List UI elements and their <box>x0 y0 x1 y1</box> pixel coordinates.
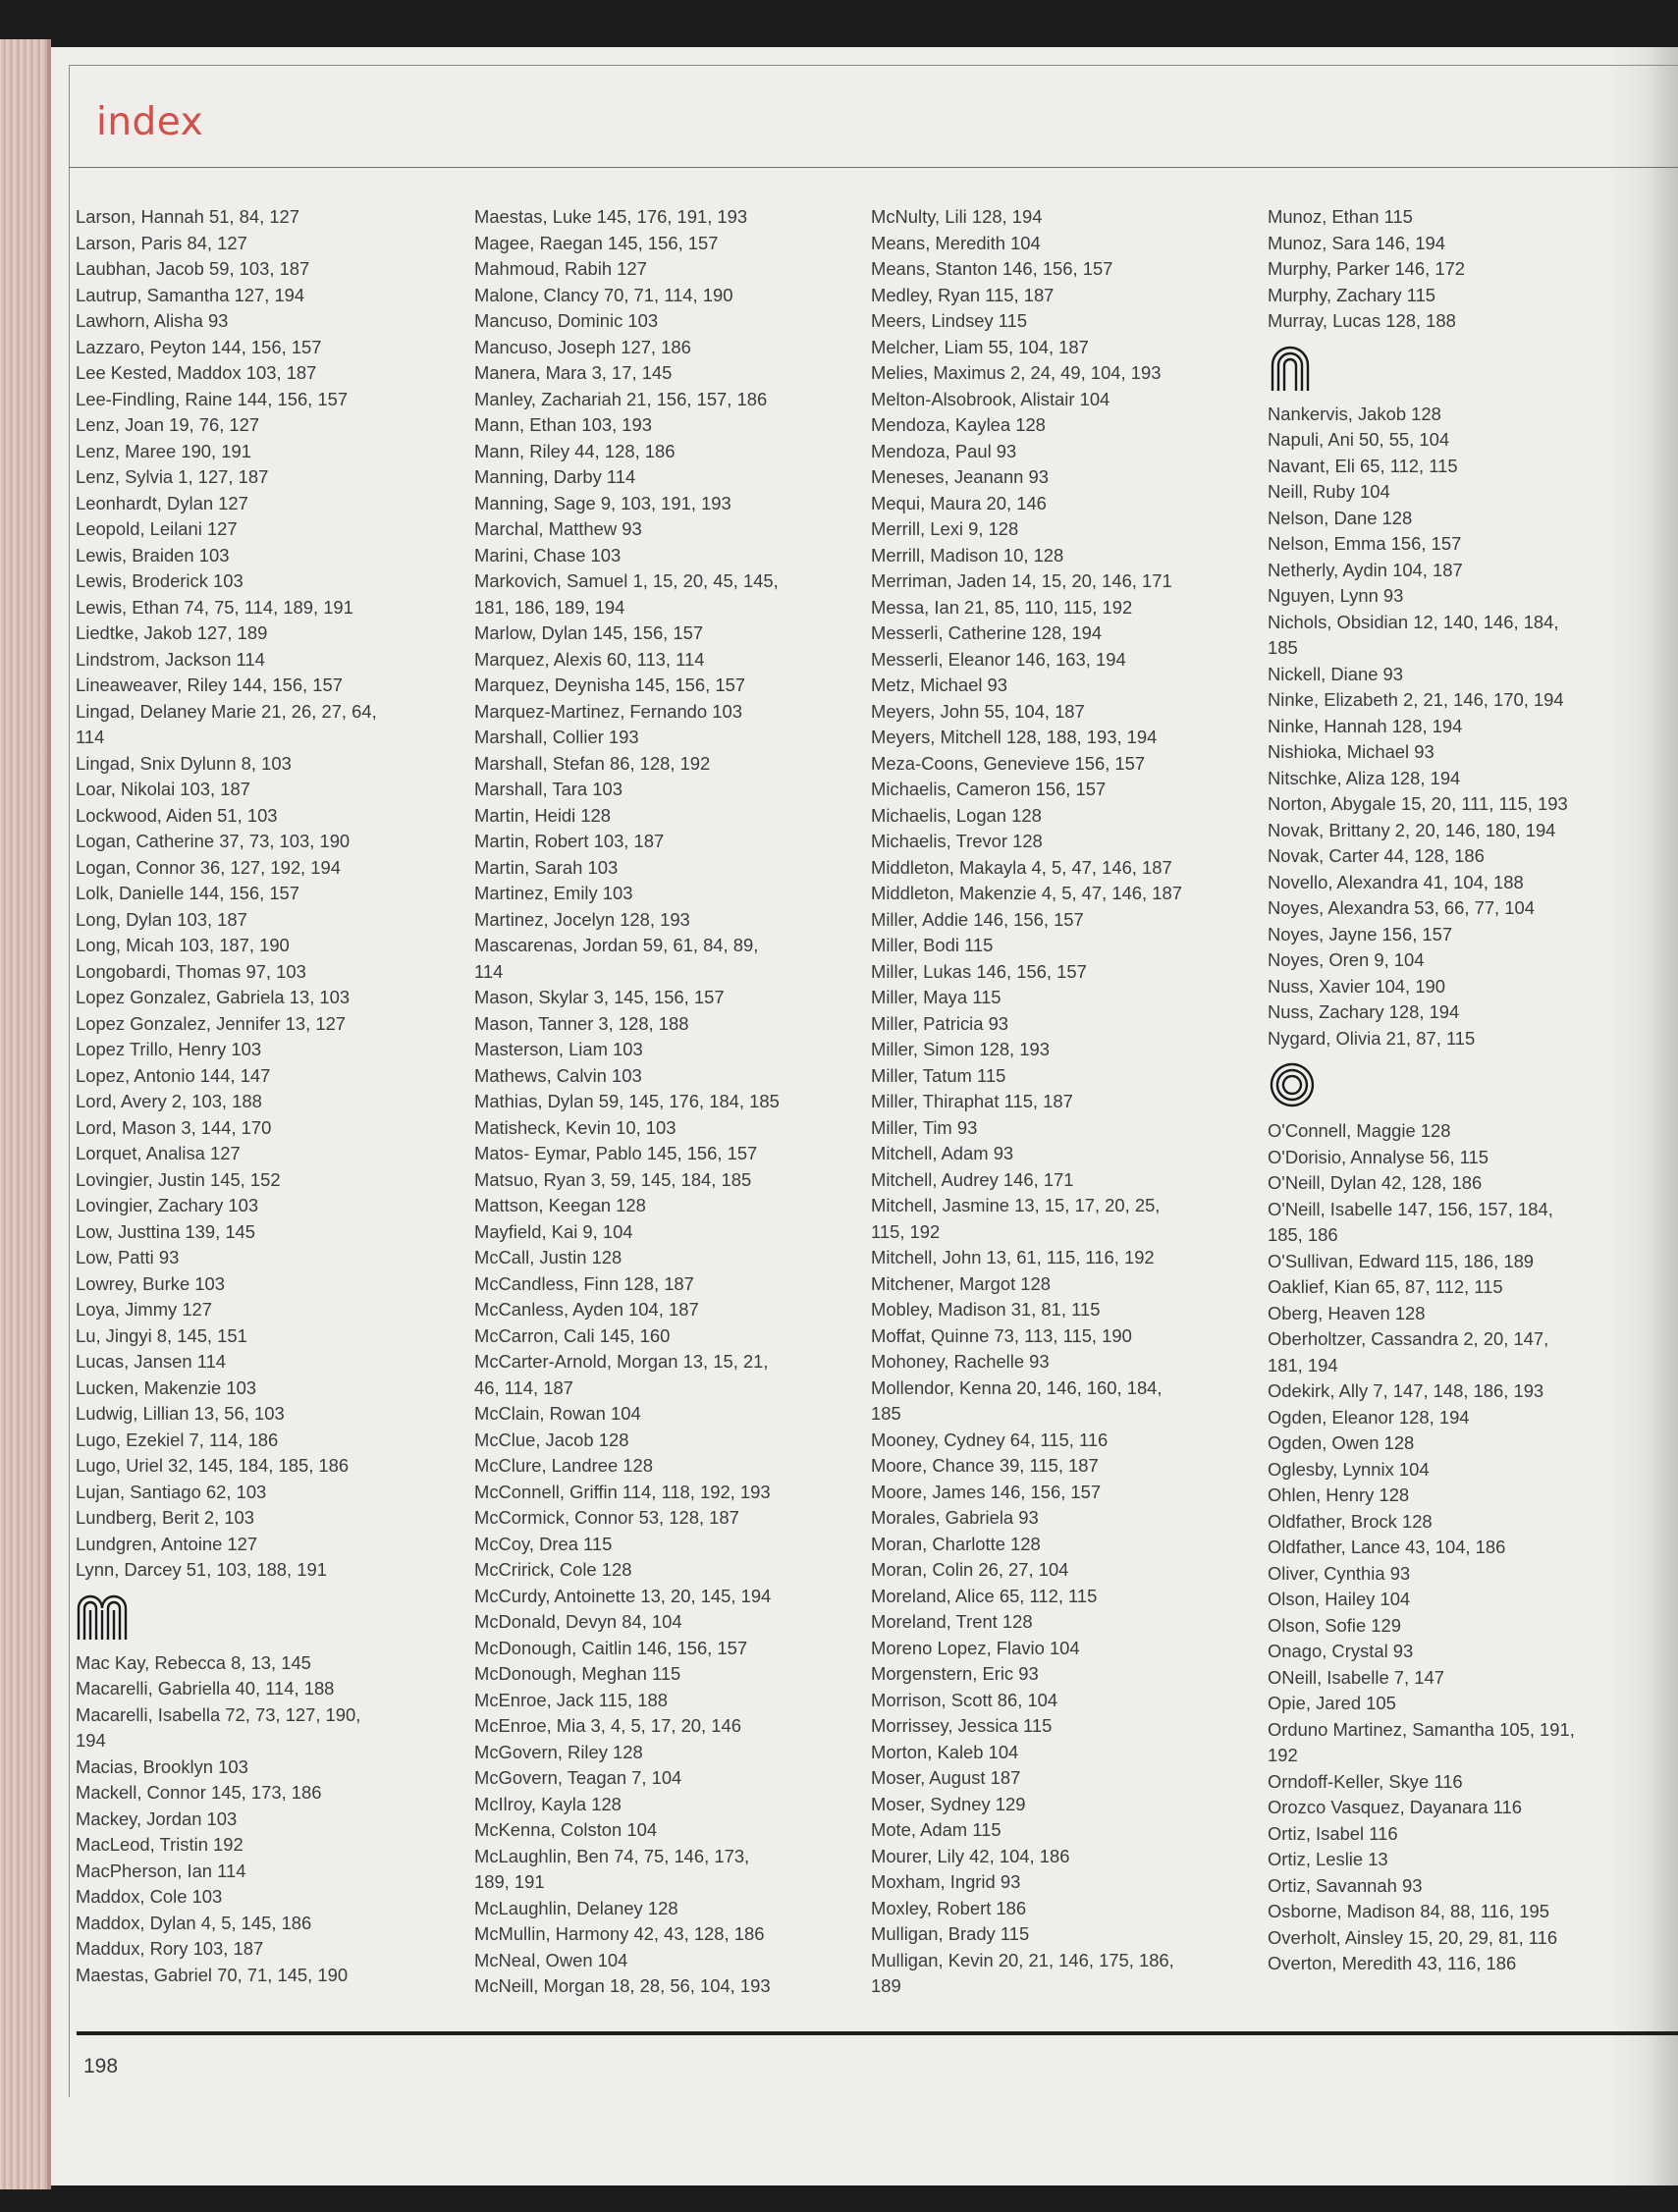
index-entry: Merrill, Madison 10, 128 <box>871 544 1064 566</box>
index-entry: Opie, Jared 105 <box>1268 1693 1396 1713</box>
index-entry: Lineaweaver, Riley 144, 156, 157 <box>76 674 343 695</box>
index-entry: Mitchener, Margot 128 <box>871 1272 1051 1294</box>
index-entry: Meza-Coons, Genevieve 156, 157 <box>871 752 1146 774</box>
index-entry: Melton-Alsobrook, Alistair 104 <box>871 388 1110 409</box>
index-entry: McNeill, Morgan 18, 28, 56, 104, 193 <box>474 1975 771 1996</box>
index-entry: Munoz, Ethan 115 <box>1268 206 1413 227</box>
index-entry: Matsuo, Ryan 3, 59, 145, 184, 185 <box>474 1168 752 1190</box>
index-entry: Ortiz, Leslie 13 <box>1268 1849 1388 1869</box>
index-entry: Lewis, Ethan 74, 75, 114, 189, 191 <box>76 596 353 618</box>
index-entry: Nguyen, Lynn 93 <box>1268 585 1404 606</box>
index-entry: Larson, Hannah 51, 84, 127 <box>76 206 300 227</box>
index-entry: Ortiz, Savannah 93 <box>1268 1874 1423 1896</box>
index-entry: McDonough, Meghan 115 <box>474 1663 681 1684</box>
index-entry: Norton, Abygale 15, 20, 111, 115, 193 <box>1268 793 1568 814</box>
index-entry: Onago, Crystal 93 <box>1268 1641 1414 1661</box>
index-entry: Martin, Robert 103, 187 <box>474 831 665 851</box>
index-entry: Mahmoud, Rabih 127 <box>474 258 647 279</box>
index-entry: Moran, Colin 26, 27, 104 <box>871 1559 1069 1580</box>
index-entry: Marchal, Matthew 93 <box>474 518 642 539</box>
index-entry: Morrissey, Jessica 115 <box>871 1715 1053 1736</box>
index-entry: Middleton, Makenzie 4, 5, 47, 146, 187 <box>871 883 1182 903</box>
index-entry: Olson, Sofie 129 <box>1268 1614 1401 1636</box>
index-entry: Manning, Darby 114 <box>474 466 636 487</box>
index-entry: Loar, Nikolai 103, 187 <box>76 779 250 799</box>
index-entry: Mann, Ethan 103, 193 <box>474 414 652 435</box>
index-entry: Meyers, Mitchell 128, 188, 193, 194 <box>871 727 1158 747</box>
index-entry: Moser, Sydney 129 <box>871 1793 1026 1814</box>
index-entry: Lovingier, Zachary 103 <box>76 1195 259 1215</box>
index-entry: Moore, James 146, 156, 157 <box>871 1481 1102 1502</box>
index-entry: Merriman, Jaden 14, 15, 20, 146, 171 <box>871 570 1172 591</box>
index-entry: Martinez, Emily 103 <box>474 883 633 903</box>
index-entry: Low, Patti 93 <box>76 1247 180 1268</box>
index-entry: Nichols, Obsidian 12, 140, 146, 184, <box>1268 611 1559 632</box>
index-entry: Nelson, Emma 156, 157 <box>1268 533 1462 554</box>
index-entry: McEnroe, Mia 3, 4, 5, 17, 20, 146 <box>474 1715 741 1736</box>
index-entry: O'Sullivan, Edward 115, 186, 189 <box>1268 1250 1535 1271</box>
index-entry: Matisheck, Kevin 10, 103 <box>474 1116 677 1138</box>
index-entry: Lugo, Uriel 32, 145, 184, 185, 186 <box>76 1455 350 1476</box>
index-entry: Morales, Gabriela 93 <box>871 1507 1039 1528</box>
index-entry: Lucken, Makenzie 103 <box>76 1376 257 1398</box>
index-entry: Mascarenas, Jordan 59, 61, 84, 89, <box>474 935 759 955</box>
index-entry: Overton, Meredith 43, 116, 186 <box>1268 1953 1517 1973</box>
index-entry: Moore, Chance 39, 115, 187 <box>871 1455 1099 1476</box>
index-entry: Miller, Simon 128, 193 <box>871 1039 1050 1059</box>
index-entry: Marquez, Alexis 60, 113, 114 <box>474 648 705 670</box>
index-entry: McCall, Justin 128 <box>474 1247 622 1268</box>
index-entry: Miller, Tim 93 <box>871 1116 978 1138</box>
index-entry: Markovich, Samuel 1, 15, 20, 45, 145, <box>474 570 779 591</box>
index-entry: Mathews, Calvin 103 <box>474 1064 642 1086</box>
index-entry: MacPherson, Ian 114 <box>76 1860 246 1881</box>
index-entry: Lucas, Jansen 114 <box>76 1351 227 1372</box>
index-entry: Lovingier, Justin 145, 152 <box>76 1168 281 1190</box>
index-entry: Lundberg, Berit 2, 103 <box>76 1507 254 1528</box>
index-entry: Murray, Lucas 128, 188 <box>1268 310 1456 331</box>
index-entry: Martinez, Jocelyn 128, 193 <box>474 908 690 930</box>
index-entry: Liedtke, Jakob 127, 189 <box>76 622 268 643</box>
index-entry: Lindstrom, Jackson 114 <box>76 648 265 670</box>
index-entry: Moxham, Ingrid 93 <box>871 1871 1021 1892</box>
index-entry: Logan, Connor 36, 127, 192, 194 <box>76 856 341 878</box>
index-entry: 46, 114, 187 <box>474 1376 573 1398</box>
index-entry: Miller, Patricia 93 <box>871 1012 1009 1034</box>
index-entry: Lewis, Broderick 103 <box>76 570 244 591</box>
index-entry: Macarelli, Gabriella 40, 114, 188 <box>76 1678 335 1699</box>
index-entry: McClure, Landree 128 <box>474 1455 653 1476</box>
index-entry: Mulligan, Brady 115 <box>871 1923 1030 1944</box>
frame-top-rule <box>69 65 1678 66</box>
index-entry: Oglesby, Lynnix 104 <box>1268 1458 1430 1480</box>
index-entry: Middleton, Makayla 4, 5, 47, 146, 187 <box>871 856 1172 878</box>
index-entry: Novak, Carter 44, 128, 186 <box>1268 845 1485 866</box>
index-entry: Moreland, Alice 65, 112, 115 <box>871 1585 1098 1606</box>
index-entry: McCarter-Arnold, Morgan 13, 15, 21, <box>474 1351 769 1372</box>
index-entry: O'Neill, Isabelle 147, 156, 157, 184, <box>1268 1198 1553 1219</box>
index-entry: Michaelis, Logan 128 <box>871 804 1042 826</box>
index-entry: O'Neill, Dylan 42, 128, 186 <box>1268 1172 1483 1193</box>
index-entry: Martin, Sarah 103 <box>474 856 619 878</box>
index-entry: O'Connell, Maggie 128 <box>1268 1120 1451 1141</box>
index-entry: Overholt, Ainsley 15, 20, 29, 81, 116 <box>1268 1926 1558 1948</box>
index-entry: 115, 192 <box>871 1220 941 1242</box>
index-entry: Murphy, Zachary 115 <box>1268 284 1436 305</box>
index-entry: Odekirk, Ally 7, 147, 148, 186, 193 <box>1268 1380 1544 1401</box>
index-entry: Morton, Kaleb 104 <box>871 1741 1019 1762</box>
index-entry: Ninke, Hannah 128, 194 <box>1268 715 1463 736</box>
index-entry: McMullin, Harmony 42, 43, 128, 186 <box>474 1923 765 1944</box>
index-entry: Lazzaro, Peyton 144, 156, 157 <box>76 336 322 357</box>
index-entry: Olson, Hailey 104 <box>1268 1589 1411 1609</box>
index-entry: Osborne, Madison 84, 88, 116, 195 <box>1268 1901 1549 1921</box>
index-entry: McDonough, Caitlin 146, 156, 157 <box>474 1637 748 1658</box>
index-entry: Novak, Brittany 2, 20, 146, 180, 194 <box>1268 819 1556 840</box>
index-entry: McDonald, Devyn 84, 104 <box>474 1611 682 1632</box>
index-entry: McClain, Rowan 104 <box>474 1403 641 1424</box>
index-entry: 181, 194 <box>1268 1354 1338 1376</box>
index-entry: Lujan, Santiago 62, 103 <box>76 1481 267 1502</box>
index-entry: Low, Justtina 139, 145 <box>76 1220 256 1242</box>
index-column-1 <box>76 204 419 1988</box>
page-title: index <box>96 100 204 144</box>
page-edges <box>0 39 51 2189</box>
index-entry: McCandless, Finn 128, 187 <box>474 1272 694 1294</box>
index-entry: Medley, Ryan 115, 187 <box>871 284 1055 305</box>
index-entry: Lewis, Braiden 103 <box>76 544 230 566</box>
index-entry: Macias, Brooklyn 103 <box>76 1755 248 1777</box>
index-entry: Mitchell, John 13, 61, 115, 116, 192 <box>871 1247 1155 1268</box>
index-entry: Mequi, Maura 20, 146 <box>871 492 1047 513</box>
index-entry: 114 <box>76 727 105 747</box>
index-entry: Mooney, Cydney 64, 115, 116 <box>871 1429 1109 1450</box>
index-entry: Lee Kested, Maddox 103, 187 <box>76 362 317 383</box>
index-entry: ONeill, Isabelle 7, 147 <box>1268 1666 1444 1688</box>
index-entry: Michaelis, Cameron 156, 157 <box>871 779 1107 799</box>
index-entry: Morrison, Scott 86, 104 <box>871 1689 1058 1710</box>
index-entry: Lowrey, Burke 103 <box>76 1272 225 1294</box>
index-entry: Ninke, Elizabeth 2, 21, 146, 170, 194 <box>1268 689 1564 710</box>
index-entry: Marini, Chase 103 <box>474 544 622 566</box>
index-entry: Mancuso, Joseph 127, 186 <box>474 336 691 357</box>
index-entry: Marquez, Deynisha 145, 156, 157 <box>474 674 746 695</box>
index-entry: Neill, Ruby 104 <box>1268 481 1390 502</box>
index-entry: Means, Stanton 146, 156, 157 <box>871 258 1113 279</box>
index-entry: Orndoff-Keller, Skye 116 <box>1268 1770 1463 1792</box>
index-entry: Oldfather, Lance 43, 104, 186 <box>1268 1537 1506 1557</box>
index-entry: Matos- Eymar, Pablo 145, 156, 157 <box>474 1143 758 1163</box>
index-entry: Lingad, Snix Dylunn 8, 103 <box>76 752 292 774</box>
section-letter-n-icon <box>1268 335 1611 402</box>
index-entry: Long, Micah 103, 187, 190 <box>76 935 290 955</box>
index-entry: Melcher, Liam 55, 104, 187 <box>871 336 1089 357</box>
index-entry: Ludwig, Lillian 13, 56, 103 <box>76 1403 285 1424</box>
index-entry: Lynn, Darcey 51, 103, 188, 191 <box>76 1559 327 1580</box>
index-entry: Lolk, Danielle 144, 156, 157 <box>76 883 300 903</box>
index-entry: Mote, Adam 115 <box>871 1819 1001 1840</box>
index-entry: Lenz, Joan 19, 76, 127 <box>76 414 260 435</box>
index-entry: Manley, Zachariah 21, 156, 157, 186 <box>474 388 768 409</box>
index-entry: Nelson, Dane 128 <box>1268 507 1413 528</box>
index-entry: Moffat, Quinne 73, 113, 115, 190 <box>871 1324 1132 1346</box>
index-column-2 <box>474 204 818 2000</box>
index-entry: Oliver, Cynthia 93 <box>1268 1562 1411 1584</box>
index-entry: Mendoza, Paul 93 <box>871 440 1017 461</box>
index-entry: Murphy, Parker 146, 172 <box>1268 258 1466 279</box>
index-entry: Means, Meredith 104 <box>871 232 1041 253</box>
index-entry: Marquez-Martinez, Fernando 103 <box>474 700 742 722</box>
index-entry: Orozco Vasquez, Dayanara 116 <box>1268 1797 1522 1817</box>
index-entry: 189, 191 <box>474 1871 545 1892</box>
index-entry: McCoy, Drea 115 <box>474 1533 613 1554</box>
page-number: 198 <box>83 2055 119 2077</box>
index-entry: Leopold, Leilani 127 <box>76 518 238 539</box>
index-entry: Navant, Eli 65, 112, 115 <box>1268 455 1458 476</box>
index-entry: Longobardi, Thomas 97, 103 <box>76 960 306 982</box>
index-entry: Lawhorn, Alisha 93 <box>76 310 229 331</box>
index-entry: Mohoney, Rachelle 93 <box>871 1351 1050 1372</box>
index-entry: Larson, Paris 84, 127 <box>76 232 247 253</box>
index-entry: Lopez Gonzalez, Jennifer 13, 127 <box>76 1012 347 1034</box>
index-entry: Mason, Tanner 3, 128, 188 <box>474 1012 689 1034</box>
index-entry: 192 <box>1268 1745 1298 1765</box>
index-entry: Miller, Tatum 115 <box>871 1064 1006 1086</box>
index-entry: McEnroe, Jack 115, 188 <box>474 1689 668 1710</box>
index-entry: 181, 186, 189, 194 <box>474 596 625 618</box>
index-entry: Mendoza, Kaylea 128 <box>871 414 1046 435</box>
index-entry: Lee-Findling, Raine 144, 156, 157 <box>76 388 349 409</box>
index-entry: McNulty, Lili 128, 194 <box>871 206 1043 227</box>
index-entry: Ohlen, Henry 128 <box>1268 1484 1410 1505</box>
index-entry: Lopez Gonzalez, Gabriela 13, 103 <box>76 987 351 1007</box>
index-entry: Noyes, Oren 9, 104 <box>1268 949 1425 970</box>
index-column-4 <box>1268 204 1611 1977</box>
index-entry: Messerli, Catherine 128, 194 <box>871 622 1103 643</box>
index-entry: Leonhardt, Dylan 127 <box>76 492 248 513</box>
index-entry: Lopez Trillo, Henry 103 <box>76 1039 262 1059</box>
index-entry: Nishioka, Michael 93 <box>1268 741 1434 762</box>
index-entry: 114 <box>474 960 504 982</box>
index-entry: Marshall, Tara 103 <box>474 779 622 799</box>
index-entry: Merrill, Lexi 9, 128 <box>871 518 1019 539</box>
index-entry: Mourer, Lily 42, 104, 186 <box>871 1845 1070 1866</box>
section-letter-m-icon <box>76 1584 419 1650</box>
index-entry: Melies, Maximus 2, 24, 49, 104, 193 <box>871 362 1162 383</box>
index-entry: Maddox, Dylan 4, 5, 145, 186 <box>76 1912 312 1933</box>
index-entry: McLaughlin, Ben 74, 75, 146, 173, <box>474 1845 750 1866</box>
index-entry: 185, 186 <box>1268 1224 1338 1245</box>
index-entry: Lundgren, Antoine 127 <box>76 1533 258 1554</box>
frame-left-rule <box>69 65 70 2097</box>
index-entry: McCormick, Connor 53, 128, 187 <box>474 1507 739 1528</box>
index-entry: Mitchell, Adam 93 <box>871 1143 1014 1163</box>
index-entry: Nickell, Diane 93 <box>1268 663 1403 684</box>
index-entry: Loya, Jimmy 127 <box>76 1299 213 1320</box>
index-entry: Masterson, Liam 103 <box>474 1039 643 1059</box>
index-entry: Maestas, Luke 145, 176, 191, 193 <box>474 206 748 227</box>
index-entry: Ortiz, Isabel 116 <box>1268 1822 1398 1844</box>
index-entry: Miller, Bodi 115 <box>871 935 994 955</box>
index-entry: MacLeod, Tristin 192 <box>76 1834 244 1855</box>
index-entry: Miller, Maya 115 <box>871 987 1001 1007</box>
index-entry: Messerli, Eleanor 146, 163, 194 <box>871 648 1126 670</box>
index-entry: Orduno Martinez, Samantha 105, 191, <box>1268 1718 1575 1740</box>
index-entry: Nuss, Xavier 104, 190 <box>1268 975 1445 997</box>
index-entry: Mackell, Connor 145, 173, 186 <box>76 1782 322 1803</box>
index-entry: Lu, Jingyi 8, 145, 151 <box>76 1324 247 1346</box>
index-entry: 185 <box>871 1403 901 1424</box>
index-entry: Moxley, Robert 186 <box>871 1897 1027 1918</box>
index-entry: Morgenstern, Eric 93 <box>871 1663 1039 1684</box>
index-entry: Manera, Mara 3, 17, 145 <box>474 362 673 383</box>
index-entry: O'Dorisio, Annalyse 56, 115 <box>1268 1146 1489 1167</box>
index-entry: Logan, Catherine 37, 73, 103, 190 <box>76 831 351 851</box>
index-entry: Netherly, Aydin 104, 187 <box>1268 559 1463 580</box>
index-entry: Lautrup, Samantha 127, 194 <box>76 284 305 305</box>
index-entry: McLaughlin, Delaney 128 <box>474 1897 678 1918</box>
index-entry: Messa, Ian 21, 85, 110, 115, 192 <box>871 596 1133 618</box>
index-entry: Mollendor, Kenna 20, 146, 160, 184, <box>871 1376 1163 1398</box>
index-entry: McCririck, Cole 128 <box>474 1559 632 1580</box>
index-entry: Mitchell, Audrey 146, 171 <box>871 1168 1074 1190</box>
index-entry: Nitschke, Aliza 128, 194 <box>1268 767 1461 788</box>
index-entry: Mancuso, Dominic 103 <box>474 310 659 331</box>
index-entry: Meyers, John 55, 104, 187 <box>871 700 1085 722</box>
index-entry: Nygard, Olivia 21, 87, 115 <box>1268 1027 1476 1049</box>
index-entry: 194 <box>76 1730 106 1751</box>
index-entry: Noyes, Alexandra 53, 66, 77, 104 <box>1268 897 1535 918</box>
index-entry: Ogden, Owen 128 <box>1268 1432 1415 1453</box>
index-entry: McCanless, Ayden 104, 187 <box>474 1299 699 1320</box>
index-entry: Moreno Lopez, Flavio 104 <box>871 1637 1080 1658</box>
index-entry: Oaklief, Kian 65, 87, 112, 115 <box>1268 1276 1503 1297</box>
index-columns <box>76 204 1656 2050</box>
index-entry: McClue, Jacob 128 <box>474 1429 629 1450</box>
index-entry: Marlow, Dylan 145, 156, 157 <box>474 622 704 643</box>
index-entry: Mulligan, Kevin 20, 21, 146, 175, 186, <box>871 1949 1174 1970</box>
index-entry: Mackey, Jordan 103 <box>76 1807 238 1829</box>
index-entry: McIlroy, Kayla 128 <box>474 1793 622 1814</box>
index-entry: Lenz, Sylvia 1, 127, 187 <box>76 466 269 487</box>
index-entry: Michaelis, Trevor 128 <box>871 831 1043 851</box>
index-entry: Marshall, Collier 193 <box>474 727 639 747</box>
index-entry: Lugo, Ezekiel 7, 114, 186 <box>76 1429 279 1450</box>
index-entry: Manning, Sage 9, 103, 191, 193 <box>474 492 731 513</box>
index-entry: Maddox, Cole 103 <box>76 1886 223 1907</box>
index-entry: Oberg, Heaven 128 <box>1268 1302 1426 1323</box>
index-entry: Munoz, Sara 146, 194 <box>1268 232 1445 253</box>
index-entry: Mayfield, Kai 9, 104 <box>474 1220 633 1242</box>
index-entry: McNeal, Owen 104 <box>474 1949 628 1970</box>
index-entry: Mann, Riley 44, 128, 186 <box>474 440 676 461</box>
index-entry: Mitchell, Jasmine 13, 15, 17, 20, 25, <box>871 1195 1161 1215</box>
index-entry: Mattson, Keegan 128 <box>474 1195 646 1215</box>
index-entry: Oldfather, Brock 128 <box>1268 1510 1433 1532</box>
index-entry: Nuss, Zachary 128, 194 <box>1268 1001 1460 1022</box>
index-column-3 <box>871 204 1215 2000</box>
index-entry: Maddux, Rory 103, 187 <box>76 1938 264 1959</box>
index-entry: McGovern, Riley 128 <box>474 1741 643 1762</box>
index-entry: Mathias, Dylan 59, 145, 176, 184, 185 <box>474 1091 780 1111</box>
index-entry: Napuli, Ani 50, 55, 104 <box>1268 429 1450 450</box>
index-entry: Miller, Lukas 146, 156, 157 <box>871 960 1087 982</box>
index-entry: Metz, Michael 93 <box>871 674 1008 695</box>
index-entry: McKenna, Colston 104 <box>474 1819 658 1840</box>
index-entry: Lorquet, Analisa 127 <box>76 1143 241 1163</box>
index-entry: Miller, Addie 146, 156, 157 <box>871 908 1084 930</box>
index-entry: Novello, Alexandra 41, 104, 188 <box>1268 871 1524 892</box>
index-entry: Maestas, Gabriel 70, 71, 145, 190 <box>76 1964 349 1985</box>
index-entry: Mason, Skylar 3, 145, 156, 157 <box>474 987 725 1007</box>
index-entry: Noyes, Jayne 156, 157 <box>1268 923 1453 944</box>
index-entry: Oberholtzer, Cassandra 2, 20, 147, <box>1268 1328 1549 1349</box>
index-entry: Moran, Charlotte 128 <box>871 1533 1041 1554</box>
index-entry: Ogden, Eleanor 128, 194 <box>1268 1406 1470 1428</box>
index-entry: Macarelli, Isabella 72, 73, 127, 190, <box>76 1703 361 1725</box>
index-entry: Marshall, Stefan 86, 128, 192 <box>474 752 711 774</box>
index-entry: Lockwood, Aiden 51, 103 <box>76 804 278 826</box>
index-entry: Meneses, Jeanann 93 <box>871 466 1049 487</box>
index-entry: Mac Kay, Rebecca 8, 13, 145 <box>76 1651 311 1673</box>
index-entry: Malone, Clancy 70, 71, 114, 190 <box>474 284 733 305</box>
index-entry: 189 <box>871 1975 901 1996</box>
index-entry: McCurdy, Antoinette 13, 20, 145, 194 <box>474 1585 772 1606</box>
index-entry: Lord, Mason 3, 144, 170 <box>76 1116 272 1138</box>
index-entry: 185 <box>1268 637 1298 658</box>
index-entry: Lingad, Delaney Marie 21, 26, 27, 64, <box>76 700 377 722</box>
index-entry: Martin, Heidi 128 <box>474 804 612 826</box>
index-entry: Laubhan, Jacob 59, 103, 187 <box>76 258 310 279</box>
index-entry: Moser, August 187 <box>871 1767 1021 1788</box>
index-entry: Long, Dylan 103, 187 <box>76 908 247 930</box>
index-entry: Moreland, Trent 128 <box>871 1611 1033 1632</box>
index-entry: Mobley, Madison 31, 81, 115 <box>871 1299 1101 1320</box>
index-entry: McConnell, Griffin 114, 118, 192, 193 <box>474 1481 771 1502</box>
title-rule <box>69 167 1678 168</box>
section-letter-o-icon <box>1268 1052 1611 1118</box>
bottom-rule <box>77 2031 1678 2035</box>
index-entry: Nankervis, Jakob 128 <box>1268 403 1441 424</box>
index-entry: McGovern, Teagan 7, 104 <box>474 1767 682 1788</box>
index-entry: Meers, Lindsey 115 <box>871 310 1028 331</box>
index-entry: Lord, Avery 2, 103, 188 <box>76 1091 262 1111</box>
index-entry: Magee, Raegan 145, 156, 157 <box>474 232 719 253</box>
index-entry: Miller, Thiraphat 115, 187 <box>871 1091 1073 1111</box>
index-entry: Lenz, Maree 190, 191 <box>76 440 251 461</box>
index-entry: McCarron, Cali 145, 160 <box>474 1324 671 1346</box>
index-entry: Lopez, Antonio 144, 147 <box>76 1064 271 1086</box>
